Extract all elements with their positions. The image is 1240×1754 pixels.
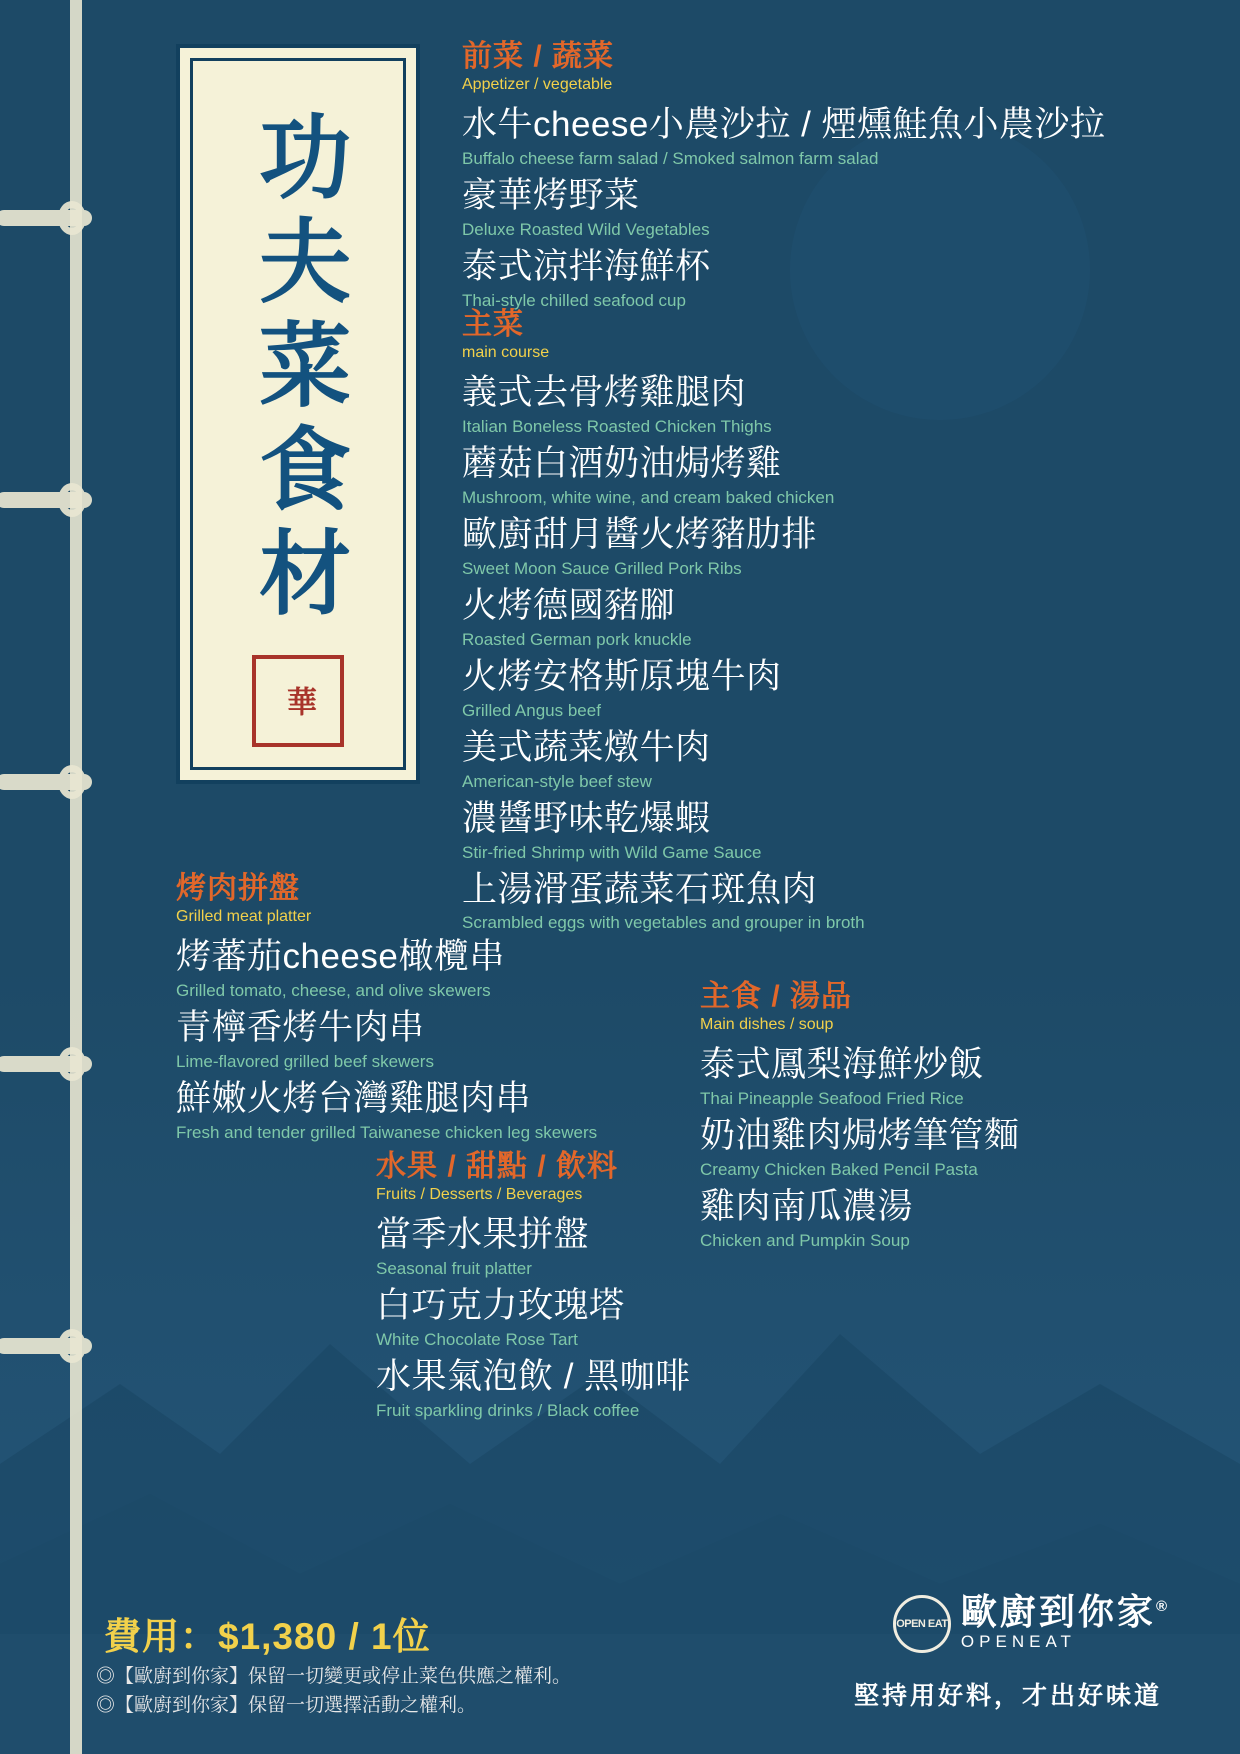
- brand-lockup: [893, 1591, 1170, 1654]
- menu-item: [462, 246, 1162, 311]
- menu-item-en: Stir-fried Shrimp with Wild Game Sauce: [462, 842, 762, 862]
- seal-text: 華: [281, 685, 316, 717]
- menu-item: [462, 175, 1162, 240]
- rail-ring: [0, 774, 92, 790]
- section-heading-zh: 主菜: [462, 308, 524, 341]
- menu-item-zh: 雞肉南瓜濃湯: [700, 1187, 914, 1227]
- menu-item-zh: 白巧克力玫瑰塔: [376, 1286, 625, 1326]
- rail-ring: [0, 1338, 92, 1354]
- menu-item-zh: 奶油雞肉焗烤筆管麵: [700, 1116, 1020, 1156]
- menu-item-zh: 烤蕃茄cheese橄欖串: [176, 937, 505, 977]
- menu-item-en: White Chocolate Rose Tart: [376, 1329, 578, 1349]
- rail-ring: [0, 1056, 92, 1072]
- section-fruit-dessert-drink: [376, 1150, 716, 1427]
- menu-item-en: Grilled Angus beef: [462, 700, 601, 720]
- menu-item: [462, 727, 1162, 792]
- menu-item: [700, 1115, 1160, 1180]
- section-appetizer: [462, 40, 1162, 317]
- registered-mark: ®: [1155, 1598, 1170, 1615]
- menu-item-en: Roasted German pork knuckle: [462, 629, 692, 649]
- section-heading-en: Grilled meat platter: [176, 908, 312, 925]
- section-heading-zh: 前菜 / 蔬菜: [462, 40, 615, 73]
- section-heading-zh: 烤肉拼盤: [176, 872, 300, 905]
- title-plaque: [176, 44, 420, 784]
- menu-item: [700, 1186, 1160, 1251]
- rail-ring: [0, 210, 92, 226]
- menu-item: [462, 585, 1162, 650]
- brand-logo-icon: OPEN EAT: [893, 1595, 951, 1653]
- menu-item-zh: 濃醬野味乾爆蝦: [462, 798, 711, 838]
- binding-rail: [0, 0, 88, 1754]
- footer-note: ◎【歐廚到你家】保留一切變更或停止菜色供應之權利。: [96, 1666, 572, 1687]
- section-heading-en: Fruits / Desserts / Beverages: [376, 1186, 583, 1203]
- menu-item-zh: 火烤安格斯原塊牛肉: [462, 656, 782, 696]
- section-heading-en: Main dishes / soup: [700, 1016, 834, 1033]
- menu-item-en: American-style beef stew: [462, 771, 652, 791]
- price-label: 費用：$1,380 / 1位: [104, 1616, 431, 1657]
- menu-item-zh: 美式蔬菜燉牛肉: [462, 727, 711, 767]
- menu-item-en: Fresh and tender grilled Taiwanese chicken leg skewers: [176, 1122, 598, 1142]
- menu-item-en: Mushroom, white wine, and cream baked chicken: [462, 487, 835, 507]
- menu-item-zh: 泰式鳳梨海鮮炒飯: [700, 1045, 985, 1085]
- menu-item-en: Thai-style chilled seafood cup: [462, 290, 686, 310]
- menu-item-zh: 蘑菇白酒奶油焗烤雞: [462, 444, 782, 484]
- menu-item-zh: 豪華烤野菜: [462, 176, 640, 216]
- section-heading-zh: 主食 / 湯品: [700, 980, 853, 1013]
- footer-notes: [96, 1662, 571, 1721]
- section-heading-en: main course: [462, 344, 550, 361]
- brand-name-zh: [960, 1591, 1170, 1632]
- section-heading-zh: 水果 / 甜點 / 飲料: [376, 1150, 619, 1183]
- menu-item-en: Scrambled eggs with vegetables and grouper in broth: [462, 913, 865, 933]
- menu-item-en: Lime-flavored grilled beef skewers: [176, 1051, 434, 1071]
- section-heading-en: Appetizer / vegetable: [462, 76, 613, 93]
- menu-item-zh: 火烤德國豬腳: [462, 586, 676, 625]
- menu-item-en: Buffalo cheese farm salad / Smoked salmon farm salad: [462, 148, 879, 168]
- menu-item: [462, 656, 1162, 721]
- menu-item-en: Grilled tomato, cheese, and olive skewers: [176, 980, 491, 1000]
- menu-item-en: Chicken and Pumpkin Soup: [700, 1230, 910, 1250]
- menu-item-zh: 歐廚甜月醬火烤豬肋排: [462, 515, 818, 555]
- menu-item: [462, 798, 1162, 863]
- page-title: 功夫菜食材: [244, 109, 353, 629]
- menu-item-zh: 水果氣泡飲 / 黑咖啡: [376, 1357, 691, 1397]
- menu-item-en: Seasonal fruit platter: [376, 1258, 532, 1278]
- menu-item-en: Sweet Moon Sauce Grilled Pork Ribs: [462, 558, 742, 578]
- menu-item: [462, 514, 1162, 579]
- menu-item-zh: 青檸香烤牛肉串: [176, 1008, 425, 1048]
- brand-slogan: 堅持用好料，才出好味道: [853, 1682, 1162, 1710]
- menu-item-en: Fruit sparkling drinks / Black coffee: [376, 1400, 640, 1420]
- rail-bar: [70, 0, 82, 1754]
- menu-item-zh: 當季水果拼盤: [376, 1215, 590, 1255]
- menu-item-en: Thai Pineapple Seafood Fried Rice: [700, 1088, 964, 1108]
- menu-item-zh: 上湯滑蛋蔬菜石斑魚肉: [462, 869, 818, 909]
- menu-item: [462, 443, 1162, 508]
- menu-item: [376, 1285, 716, 1350]
- menu-item: [700, 1044, 1160, 1109]
- menu-item-en: Deluxe Roasted Wild Vegetables: [462, 219, 710, 239]
- menu-item-zh: 水牛cheese小農沙拉 / 煙燻鮭魚小農沙拉: [462, 105, 1106, 145]
- menu-item-zh: 鮮嫩火烤台灣雞腿肉串: [176, 1079, 532, 1119]
- menu-item: [176, 936, 696, 1001]
- menu-item-en: Italian Boneless Roasted Chicken Thighs: [462, 416, 772, 436]
- menu-item: [462, 372, 1162, 437]
- section-grilled-platter: [176, 872, 696, 1149]
- footer-note: ◎【歐廚到你家】保留一切選擇活動之權利。: [96, 1695, 477, 1717]
- seal-stamp: [252, 655, 344, 747]
- rail-ring: [0, 492, 92, 508]
- menu-item: [462, 104, 1162, 169]
- menu-item-en: Creamy Chicken Baked Pencil Pasta: [700, 1159, 978, 1179]
- menu-item: [176, 1078, 696, 1143]
- section-main-course: [462, 308, 1162, 940]
- menu-item: [176, 1007, 696, 1072]
- menu-item: [376, 1214, 716, 1279]
- menu-item-zh: 義式去骨烤雞腿肉: [462, 373, 747, 413]
- title-plaque-inner: [190, 58, 406, 770]
- section-staple-soup: [700, 980, 1160, 1257]
- menu-item-zh: 泰式涼拌海鮮杯: [462, 247, 711, 287]
- brand-name-zh-text: 歐廚到你家: [960, 1591, 1156, 1632]
- brand-name-en: OPENEAT: [960, 1632, 1076, 1651]
- menu-item: [376, 1356, 716, 1421]
